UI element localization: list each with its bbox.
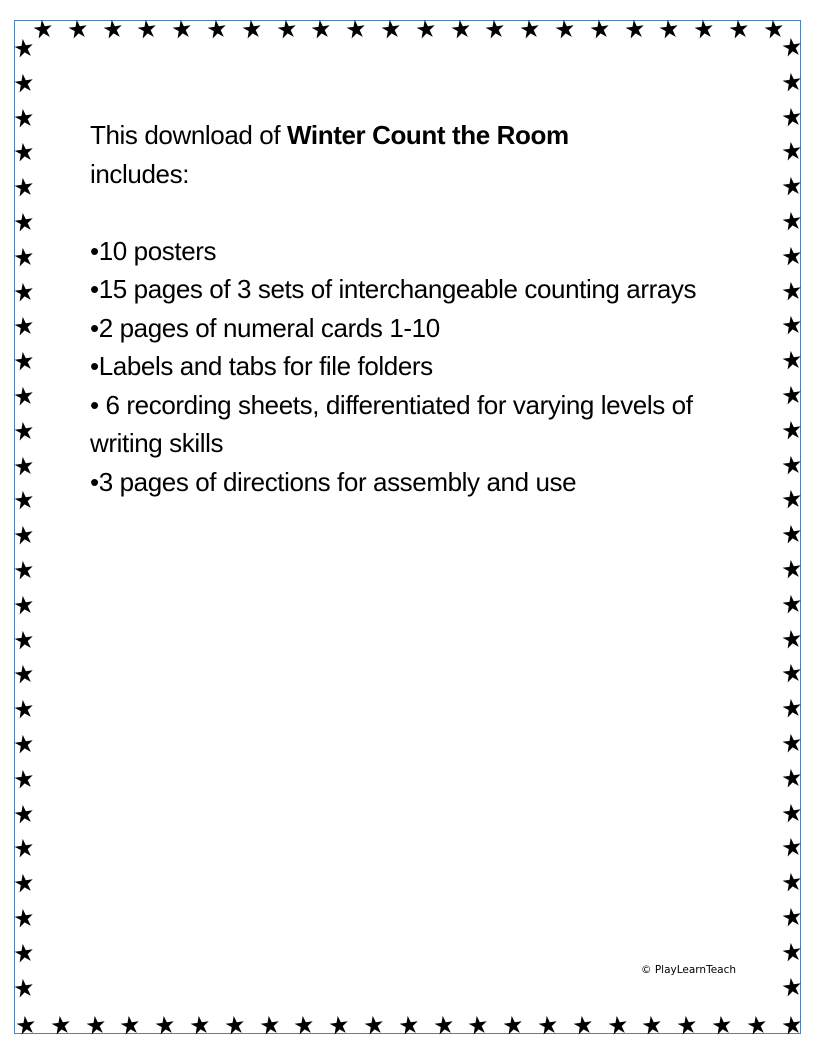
star-icon [260,1015,280,1035]
star-icon [416,19,436,39]
document-body [90,116,730,501]
star-icon [782,281,802,301]
star-icon [311,19,331,39]
star-icon [782,733,802,753]
star-icon [14,386,34,406]
star-icon [14,73,34,93]
star-icon [225,1015,245,1035]
star-icon [782,803,802,823]
star-icon [294,1015,314,1035]
star-icon [782,420,802,440]
star-icon [782,350,802,370]
star-icon [103,19,123,39]
copyright-notice: © PlayLearnTeach [641,964,737,976]
star-icon [782,977,802,997]
star-icon [520,19,540,39]
star-icon [555,19,575,39]
star-icon [782,942,802,962]
star-icon [399,1015,419,1035]
star-icon [642,1015,662,1035]
star-icon [137,19,157,39]
star-icon [33,19,53,39]
star-icon [155,1015,175,1035]
star-icon [14,873,34,893]
star-icon [14,421,34,441]
star-icon [207,19,227,39]
list-item: •Labels and tabs for file folders [90,351,433,381]
star-icon [14,978,34,998]
star-icon [14,142,34,162]
star-icon [590,19,610,39]
list-item: •3 pages of directions for assembly and use [90,466,577,497]
list-item: •15 pages of 3 sets of interchangeable counting arrays [90,274,697,304]
star-icon [782,385,802,405]
star-icon [538,1015,558,1035]
star-icon [782,211,802,231]
star-icon [190,1015,210,1035]
star-icon [782,1015,802,1035]
star-icon [659,19,679,39]
star-icon [14,490,34,510]
star-icon [485,19,505,39]
star-icon [14,560,34,580]
star-icon [14,38,34,58]
star-icon [14,525,34,545]
star-icon [14,699,34,719]
star-icon [14,943,34,963]
star-icon [14,212,34,232]
star-icon [14,734,34,754]
star-icon [346,19,366,39]
star-icon [625,19,645,39]
star-icon [573,1015,593,1035]
list-item: •10 posters [90,235,217,266]
star-icon [608,1015,628,1035]
star-icon [381,19,401,39]
star-icon [782,629,802,649]
star-icon [14,247,34,267]
star-icon [329,1015,349,1035]
star-icon [14,316,34,336]
star-icon [782,107,802,127]
star-icon [14,908,34,928]
star-icon [694,19,714,39]
star-icon [14,664,34,684]
spacer [90,193,730,232]
star-icon [764,19,784,39]
star-icon [782,768,802,788]
star-icon [68,19,88,39]
product-title: Winter Count the Room [287,120,569,150]
intro-prefix: This download of [90,120,287,150]
star-icon [14,595,34,615]
star-icon [14,630,34,650]
intro-suffix: includes: [90,158,190,189]
star-icon [747,1015,767,1035]
star-icon [782,141,802,161]
star-icon [729,19,749,39]
star-icon [277,19,297,39]
star-icon [782,698,802,718]
star-icon [364,1015,384,1035]
star-icon [16,1015,36,1035]
star-icon [14,804,34,824]
star-icon [782,72,802,92]
star-icon [782,594,802,614]
star-icon [172,19,192,39]
list-item: • 6 recording sheets, differentiated for varying levels of writing skills [90,389,693,458]
star-icon [782,663,802,683]
star-icon [712,1015,732,1035]
star-icon [782,907,802,927]
star-icon [14,456,34,476]
star-icon [782,246,802,266]
star-icon [782,524,802,544]
star-icon [242,19,262,39]
star-icon [14,282,34,302]
star-icon [782,455,802,475]
intro-text [90,116,730,193]
list-item: •2 pages of numeral cards 1-10 [90,312,440,343]
star-icon [782,176,802,196]
star-icon [677,1015,697,1035]
star-icon [14,769,34,789]
star-icon [468,1015,488,1035]
star-icon [434,1015,454,1035]
star-icon [782,872,802,892]
star-icon [120,1015,140,1035]
star-icon [782,37,802,57]
star-icon [503,1015,523,1035]
star-icon [14,177,34,197]
star-icon [51,1015,71,1035]
star-icon [782,315,802,335]
star-icon [782,489,802,509]
star-icon [782,559,802,579]
star-icon [14,838,34,858]
star-icon [782,837,802,857]
star-icon [86,1015,106,1035]
star-icon [14,351,34,371]
star-icon [451,19,471,39]
star-icon [14,108,34,128]
